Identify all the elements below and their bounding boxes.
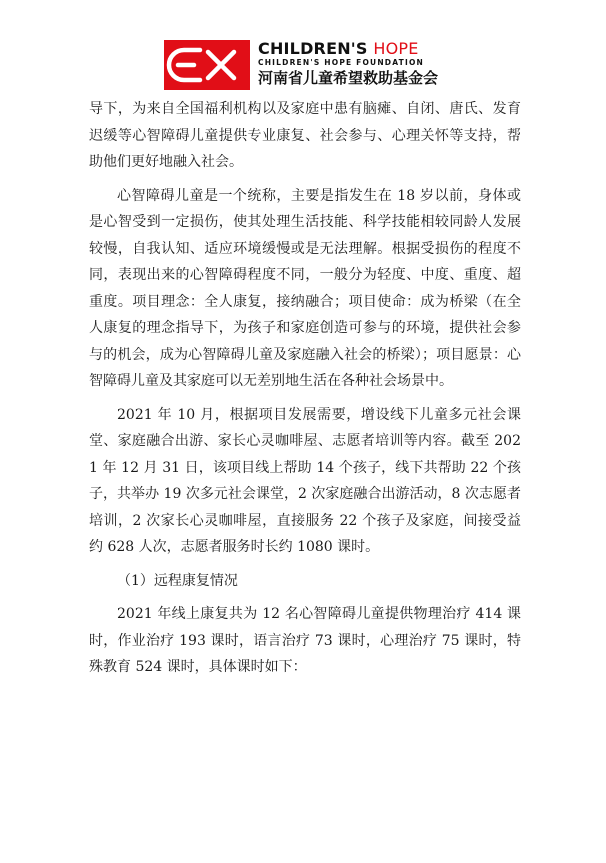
paragraph-continuation: 导下，为来自全国福利机构以及家庭中患有脑瘫、自闭、唐氏、发育迟缓等心智障碍儿童提供专业康复、社会参与、心理关怀等支持，帮助他们更好地融入社会。 — [89, 101, 521, 170]
section-heading-remote-rehab: （1）远程康复情况 — [117, 572, 238, 589]
paragraph-definition: 心智障碍儿童是一个统称，主要是指发生在 18 岁以前，身体或是心智受到一定损伤，使其处理生活技能、科学技能相较同龄人发展较慢，自我认知、适应环境缓慢或是无法理解。根据受损伤的程度不同，表现出来的心智障碍程度不同，一般分为轻度、中度、重度、超重度。项目理念：全人康复，接纳融合；项目使命：成为桥梁（在全人康复的理念指导下，为孩子和家庭创造可参与的环境，提供社会参与的机会，成为心智障碍儿童及家庭融入社会的桥梁）；项目愿景：心智障碍儿童及其家庭可以无差别地生活在各种社会场景中。 — [89, 187, 521, 389]
brand-block — [258, 40, 458, 88]
paragraph-remote-rehab: 2021 年线上康复共为 12 名心智障碍儿童提供物理治疗 414 课时，作业治疗 193 课时，语言治疗 73 课时，心理治疗 75 课时，特殊教育 524 课时，具体课时如下： — [89, 606, 521, 675]
brand-name-hope: HOPE — [373, 39, 419, 58]
brand-name-en — [258, 40, 458, 58]
foundation-header — [164, 40, 454, 90]
brand-subtitle: CHILDREN'S HOPE FOUNDATION — [258, 58, 425, 67]
brand-name-children: CHILDREN'S — [258, 39, 368, 58]
paragraph-offline-activities: 2021 年 10 月，根据项目发展需要，增设线下儿童多元社会课堂、家庭融合出游、家长心灵咖啡屋、志愿者培训等内容。截至 2021 年 12 月 31 日，该项目线上帮助 14 个孩子，线下共帮助 22 个孩子，共举办 19 次多元社会课堂，2 次家庭融合出游活动，8 次志愿者培训，2 次家长心灵咖啡屋，直接服务 22 个孩子及家庭，间接受益约 628 人次，志愿者服务时长约 1080 课时。 — [89, 406, 521, 555]
logo-mark-icon — [164, 40, 250, 90]
brand-name-cn: 河南省儿童希望救助基金会 — [258, 69, 439, 87]
document-body — [89, 96, 521, 681]
foundation-logo — [164, 40, 250, 90]
